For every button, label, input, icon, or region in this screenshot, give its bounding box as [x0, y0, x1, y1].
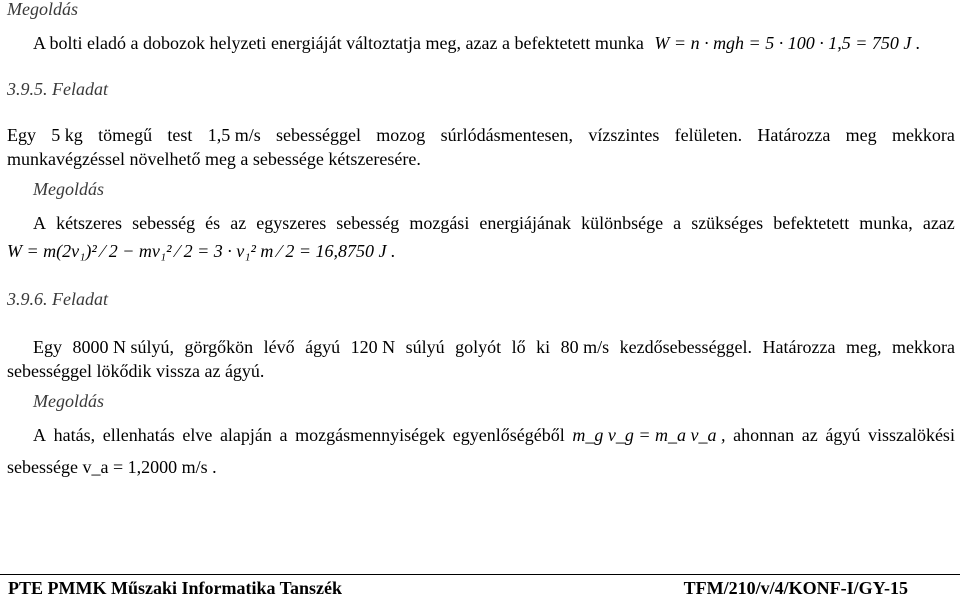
word: mekkora: [891, 337, 955, 357]
word: ágyú: [825, 425, 861, 445]
paragraph-solution-1: [33, 34, 920, 52]
solution-395-line-1: [33, 214, 955, 232]
word: visszalökési: [867, 425, 955, 445]
word: mozgásmennyiségek: [295, 425, 446, 445]
word: meg,: [845, 337, 882, 357]
task-395-line-2: munkavégzéssel növelhető meg a sebessége kétszeresére.: [7, 149, 421, 169]
word: 5 kg: [51, 125, 83, 145]
solution-396-line-1: [33, 426, 955, 444]
word: 1,5 m/s: [207, 125, 261, 145]
word: ágyú: [305, 337, 341, 357]
word: Határozza: [757, 125, 831, 145]
word: súrlódásmentesen,: [440, 125, 574, 145]
word: ahonnan: [733, 425, 795, 445]
solution-1-text: A bolti eladó a dobozok helyzeti energiáját változtatja meg, azaz a befektetett munka: [33, 33, 644, 53]
word: tömegű: [98, 125, 153, 145]
solution-396-line-2: sebessége v_a = 1,2000 m/s .: [7, 457, 217, 477]
solution-1-formula: W = n · mgh = 5 · 100 · 1,5 = 750 J .: [654, 33, 921, 53]
word: elve: [182, 425, 213, 445]
word: sebességgel: [276, 125, 361, 145]
heading-megoldas-396: Megoldás: [33, 391, 104, 411]
word: lévő: [263, 337, 295, 357]
word: 8000 N súlyú,: [72, 337, 174, 357]
word: hatás,: [53, 425, 96, 445]
word: Egy: [33, 337, 62, 357]
word: egyenlőségéből: [452, 425, 565, 445]
word: súlyú: [405, 337, 445, 357]
task-396-line-2: sebességgel lökődik vissza az ágyú.: [7, 361, 265, 381]
task-heading-396: 3.9.6. Feladat: [7, 289, 108, 309]
word: görgőkön: [184, 337, 254, 357]
word: energiájának: [479, 213, 572, 233]
word: különbsége: [581, 213, 664, 233]
word: azaz: [922, 213, 955, 233]
word: mozog: [376, 125, 426, 145]
word: ellenhatás: [102, 425, 175, 445]
word: egyszeres: [256, 213, 327, 233]
task-heading-395: 3.9.5. Feladat: [7, 79, 108, 99]
word: alapján: [219, 425, 272, 445]
word: ki: [536, 337, 551, 357]
task-396-line-1: [33, 338, 955, 356]
word: lő: [511, 337, 526, 357]
word: vízszintes: [588, 125, 660, 145]
word: kétszeres: [56, 213, 123, 233]
word: felületen.: [674, 125, 743, 145]
word: és: [205, 213, 221, 233]
word: Egy: [7, 125, 36, 145]
solution-395-formula: W = m(2v₁)² ⁄ 2 − mv₁² ⁄ 2 = 3 · v₁² m ⁄ 2 = 16,8750 J .: [7, 241, 396, 261]
word: A: [33, 213, 46, 233]
word: mekkora: [891, 125, 955, 145]
word: m_g v_g = m_a v_a ,: [572, 425, 726, 445]
word: az: [230, 213, 247, 233]
word: munka,: [859, 213, 913, 233]
word: mozgási: [409, 213, 470, 233]
word: sebesség: [132, 213, 196, 233]
word: Határozza: [762, 337, 836, 357]
heading-megoldas-395: Megoldás: [33, 179, 104, 199]
word: 120 N: [350, 337, 396, 357]
word: A: [33, 425, 46, 445]
word: a: [673, 213, 682, 233]
word: sebesség: [336, 213, 400, 233]
word: befektetett: [773, 213, 850, 233]
word: az: [801, 425, 818, 445]
footer-right: TFM/210/v/4/KONF-I/GY-15: [683, 578, 908, 598]
word: szükséges: [691, 213, 764, 233]
footer-left: PTE PMMK Műszaki Informatika Tanszék: [8, 578, 343, 598]
word: 80 m/s: [560, 337, 610, 357]
word: kezdősebességgel.: [619, 337, 753, 357]
task-395-line-1: [7, 126, 955, 144]
word: test: [167, 125, 193, 145]
word: meg: [845, 125, 877, 145]
word: golyót: [455, 337, 502, 357]
word: a: [279, 425, 288, 445]
footer-rule: [0, 574, 960, 575]
heading-megoldas-1: Megoldás: [7, 0, 78, 19]
